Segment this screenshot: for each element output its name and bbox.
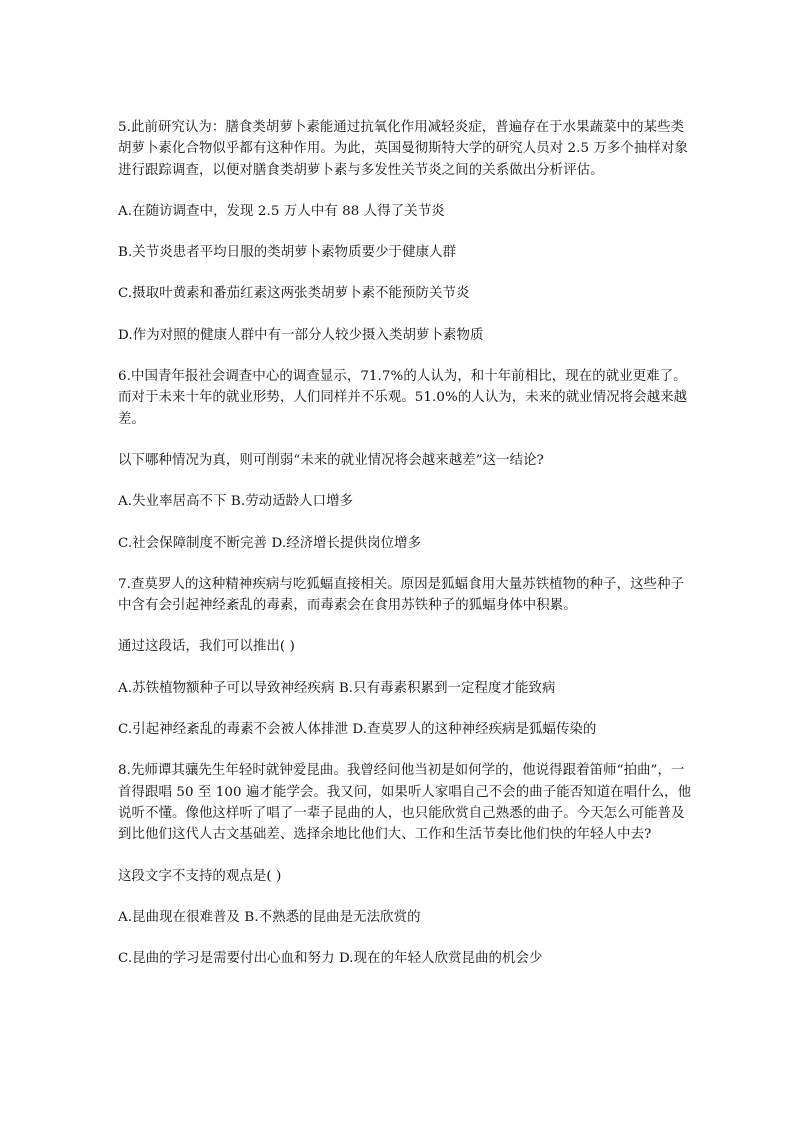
question-8-prompt: 这段文字不支持的观点是( ) bbox=[118, 868, 282, 884]
question-5-option-d: D.作为对照的健康人群中有一部分人较少摄入类胡萝卜素物质 bbox=[118, 327, 484, 343]
question-5-option-a: A.在随访调查中，发现 2.5 万人中有 88 人得了关节炎 bbox=[118, 203, 445, 219]
question-8-options-cd: C.昆曲的学习是需要付出心血和努力 D.现在的年轻人欣赏昆曲的机会少 bbox=[118, 951, 543, 967]
question-6-options-cd: C.社会保障制度不断完善 D.经济增长提供岗位增多 bbox=[118, 535, 422, 551]
question-6-stem: 6.中国青年报社会调查中心的调查显示，71.7%的人认为，和十年前相比，现在的就业更难了。而对于未来十年的就业形势，人们同样并不乐观。51.0%的人认为，未来的就业情况将会越来越差。 bbox=[118, 369, 688, 427]
question-8-options-ab: A.昆曲现在很难普及 B.不熟悉的昆曲是无法欣赏的 bbox=[118, 909, 421, 925]
question-6-prompt: 以下哪种情况为真，则可削弱“未来的就业情况将会越来越差”这一结论? bbox=[118, 452, 544, 468]
question-5-option-b: B.关节炎患者平均日服的类胡萝卜素物质要少于健康人群 bbox=[118, 245, 457, 261]
question-6-options-ab: A.失业率居高不下 B.劳动适龄人口增多 bbox=[118, 494, 354, 510]
question-7-stem: 7.查莫罗人的这种精神疾病与吃狐蝠直接相关。原因是狐蝠食用大量苏铁植物的种子，这些种子中含有会引起神经紊乱的毒素，而毒素会在食用苏铁种子的狐蝠身体中积累。 bbox=[118, 576, 685, 614]
question-7-options-cd: C.引起神经紊乱的毒素不会被人体排泄 D.查莫罗人的这种神经疾病是狐蝠传染的 bbox=[118, 722, 597, 738]
question-5-stem: 5.此前研究认为：膳食类胡萝卜素能通过抗氧化作用减轻炎症，普遍存在于水果蔬菜中的某些类胡萝卜素化合物似乎都有这种作用。为此，英国曼彻斯特大学的研究人员对 2.5 万多个抽样对象进行跟踪调查，以便对膳食类胡萝卜素与多发性关节炎之间的关系做出分析评估。 bbox=[118, 120, 688, 178]
question-7-options-ab: A.苏铁植物额种子可以导致神经疾病 B.只有毒素积累到一定程度才能致病 bbox=[118, 680, 556, 696]
question-8-stem: 8.先师谭其骧先生年轻时就钟爱昆曲。我曾经问他当初是如何学的，他说得跟着笛师“拍曲”，一首得跟唱 50 至 100 遍才能学会。我又问，如果听人家唱自己不会的曲子能否知道在唱什么，他说听不懂。像他这样听了唱了一辈子昆曲的人，也只能欣赏自己熟悉的曲子。今天怎么可能普及到比他们这代人古文基础差、选择余地比他们大、工作和生活节奏比他们快的年轻人中去? bbox=[118, 763, 692, 843]
question-7-prompt: 通过这段话，我们可以推出( ) bbox=[118, 639, 295, 655]
question-5-option-c: C.摄取叶黄素和番茄红素这两张类胡萝卜素不能预防关节炎 bbox=[118, 286, 470, 302]
